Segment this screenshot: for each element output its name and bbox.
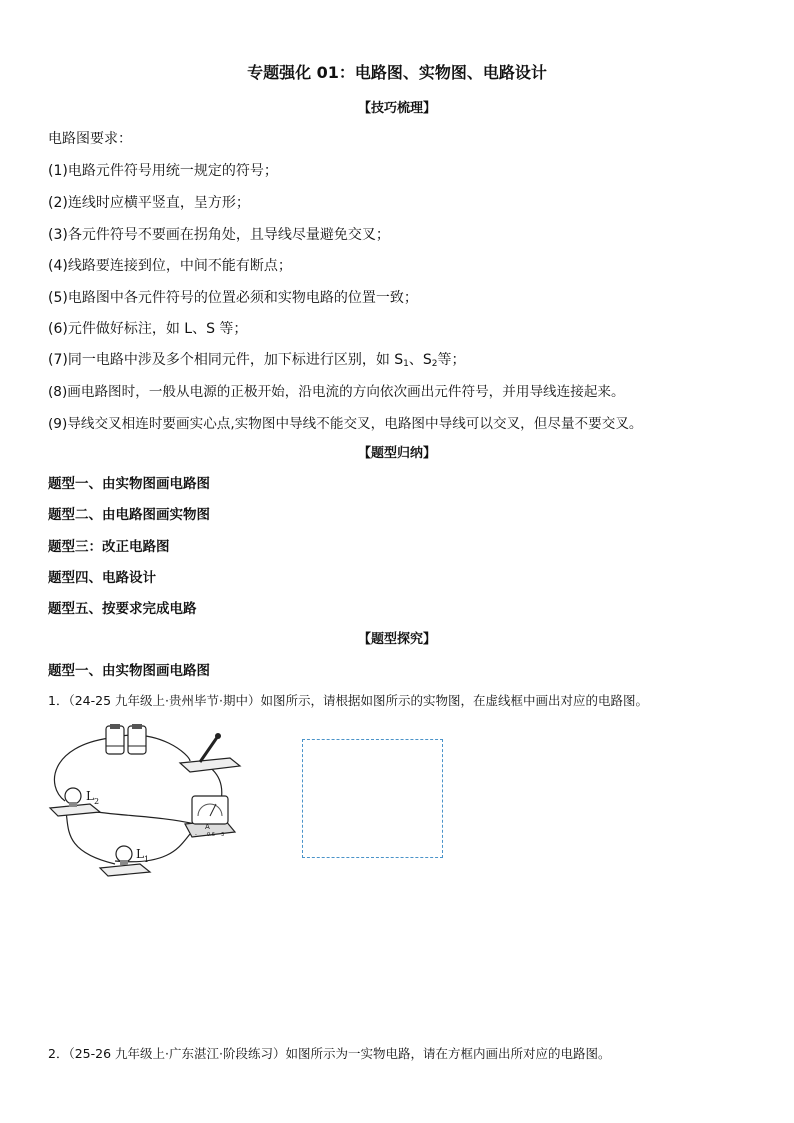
requirement-item: (8)画电路图时，一般从电源的正极开始，沿电流的方向依次画出元件符号，并用导线连接起来。 xyxy=(48,384,625,400)
type-item: 题型二、由电路图画实物图 xyxy=(48,507,210,523)
section-heading-tips: 【技巧梳理】 xyxy=(357,101,436,116)
type-item: 题型四、电路设计 xyxy=(48,570,156,586)
requirement-item: (7)同一电路中涉及多个相同元件，加下标进行区别，如 $S_1$、$S_2$等； xyxy=(48,352,466,369)
question-1: 1．（24-25 九年级上·贵州毕节·期中）如图所示，请根据如图所示的实物图，在虚线框中画出对应的电路图。 xyxy=(48,693,648,708)
requirement-item: (9)导线交叉相连时要画实心点,实物图中导线不能交叉，电路图中导线可以交叉，但尽量不要交叉。 xyxy=(48,416,643,432)
switch-icon xyxy=(180,733,240,772)
answer-dashed-box[interactable] xyxy=(302,739,443,858)
question-2: 2．（25-26 九年级上·广东湛江·阶段练习）如图所示为一实物电路，请在方框内画出所对应的电路图。 xyxy=(48,1046,611,1061)
section-heading-summary: 【题型归纳】 xyxy=(357,446,436,461)
lamp-l2-subscript: 2 xyxy=(94,797,100,806)
battery-icon xyxy=(106,724,146,754)
requirement-item: (6)元件做好标注，如 L、S 等； xyxy=(48,321,248,337)
requirement-item: (5)电路图中各元件符号的位置必须和实物电路的位置一致； xyxy=(48,290,418,306)
requirement-item: (4)线路要连接到位，中间不能有断点； xyxy=(48,258,292,274)
ammeter-icon xyxy=(185,796,235,838)
lamp-l2-label: L xyxy=(86,789,94,803)
requirement-item: (1)电路元件符号用统一规定的符号； xyxy=(48,163,278,179)
page-title: 专题强化 01：电路图、实物图、电路设计 xyxy=(247,63,547,82)
lamp-l1-subscript: 1 xyxy=(144,855,150,864)
circuit-figure xyxy=(40,716,290,886)
lamp-l1-label: L xyxy=(136,847,144,861)
section-heading-explore: 【题型探究】 xyxy=(357,632,436,647)
svg-text:-: - xyxy=(195,832,197,838)
requirement-item: (3)各元件符号不要画在拐角处，且导线尽量避免交叉； xyxy=(48,227,390,243)
svg-text:0.6: 0.6 xyxy=(207,832,215,838)
requirement-item: (2)连线时应横平竖直，呈方形； xyxy=(48,195,250,211)
requirements-intro: 电路图要求： xyxy=(48,131,132,147)
type-item: 题型五、按要求完成电路 xyxy=(48,601,197,617)
explore-type-heading: 题型一、由实物图画电路图 xyxy=(48,663,210,679)
svg-text:3: 3 xyxy=(221,832,225,838)
type-item: 题型三：改正电路图 xyxy=(48,539,170,555)
ammeter-label: A xyxy=(205,823,210,831)
type-item: 题型一、由实物图画电路图 xyxy=(48,476,210,492)
